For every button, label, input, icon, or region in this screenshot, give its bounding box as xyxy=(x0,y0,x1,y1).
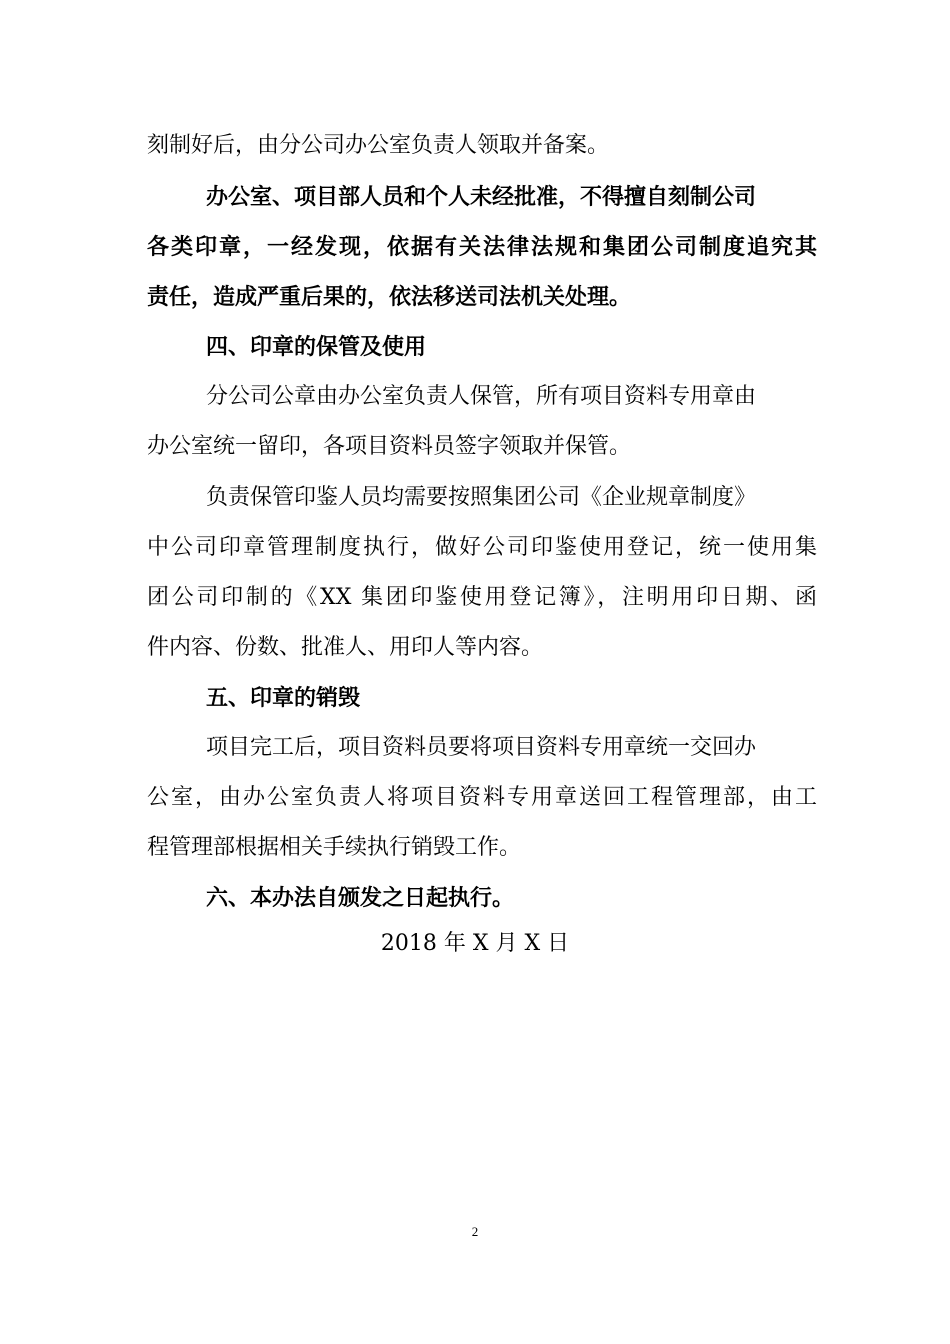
paragraph-line: 中公司印章管理制度执行，做好公司印鉴使用登记，统一使用集 xyxy=(147,535,817,560)
paragraph-line: 程管理部根据相关手续执行销毁工作。 xyxy=(147,835,522,860)
paragraph-line: 公室，由办公室负责人将项目资料专用章送回工程管理部，由工 xyxy=(147,785,817,810)
paragraph-line: 刻制好后，由分公司办公室负责人领取并备案。 xyxy=(147,133,610,158)
paragraph-line: 团公司印制的《XX 集团印鉴使用登记簿》，注明用印日期、函 xyxy=(147,585,817,610)
section-heading: 五、印章的销毁 xyxy=(206,685,361,711)
document-date: 2018 年 X 月 X 日 xyxy=(380,931,570,956)
section-heading: 六、本办法自颁发之日起执行。 xyxy=(206,885,515,911)
page-number: 2 xyxy=(471,1224,479,1239)
paragraph-line: 项目完工后，项目资料员要将项目资料专用章统一交回办 xyxy=(206,735,757,760)
paragraph-line: 各类印章，一经发现，依据有关法律法规和集团公司制度追究其 xyxy=(147,234,817,260)
paragraph-line: 责任，造成严重后果的，依法移送司法机关处理。 xyxy=(147,284,632,310)
paragraph-line: 分公司公章由办公室负责人保管，所有项目资料专用章由 xyxy=(206,384,757,409)
paragraph-line: 件内容、份数、批准人、用印人等内容。 xyxy=(147,635,544,660)
section-heading: 四、印章的保管及使用 xyxy=(206,334,427,360)
paragraph-line: 负责保管印鉴人员均需要按照集团公司《企业规章制度》 xyxy=(206,485,757,510)
paragraph-line: 办公室统一留印，各项目资料员签字领取并保管。 xyxy=(147,434,632,459)
paragraph-line: 办公室、项目部人员和个人未经批准，不得擅自刻制公司 xyxy=(206,184,757,210)
